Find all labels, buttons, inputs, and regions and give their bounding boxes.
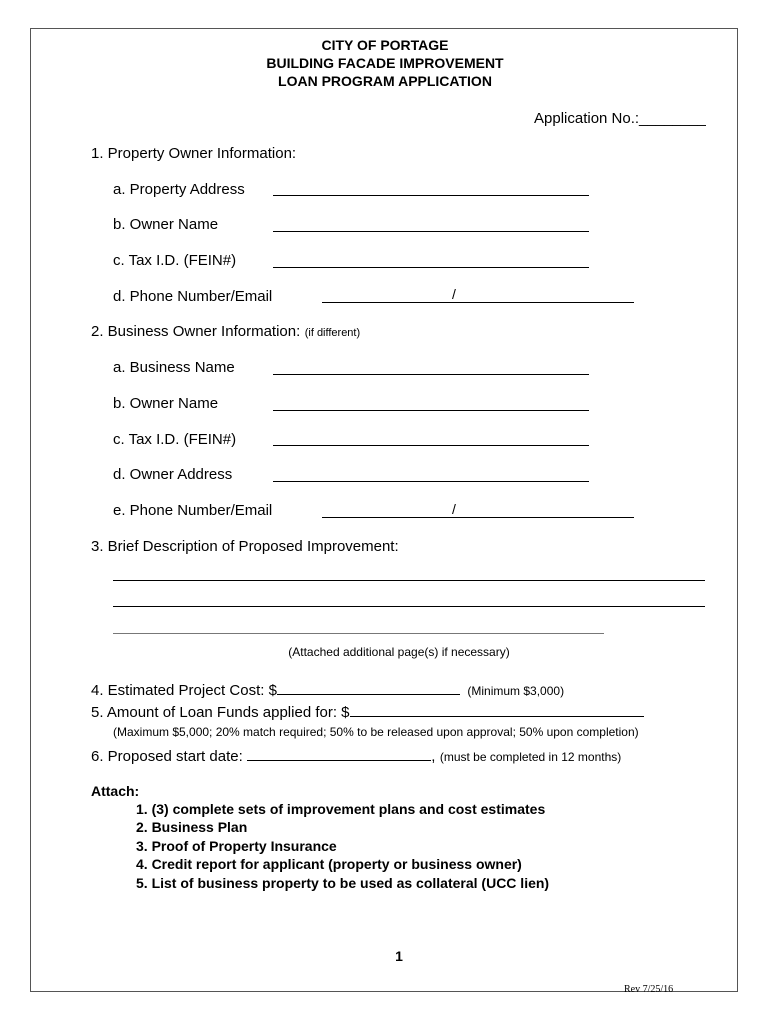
description-line-1[interactable] xyxy=(113,580,705,581)
business-phone-email-label: e. Phone Number/Email xyxy=(113,502,273,519)
section1-title: 1. Property Owner Information: xyxy=(91,145,297,162)
loan-amount-note: (Maximum $5,000; 20% match required; 50% to be released upon approval; 50% upon completion) xyxy=(113,725,639,739)
property-owner-name-label: b. Owner Name xyxy=(113,216,219,233)
property-phone-email-label: d. Phone Number/Email xyxy=(113,288,273,305)
loan-amount-field[interactable] xyxy=(350,702,644,717)
section3-title: 3. Brief Description of Proposed Improvement: xyxy=(91,538,399,555)
business-phone-email-slash: / xyxy=(452,501,456,517)
revision-date: Rev 7/25/16 xyxy=(624,984,674,995)
property-address-label: a. Property Address xyxy=(113,181,245,198)
business-tax-id-label: c. Tax I.D. (FEIN#) xyxy=(113,431,237,448)
loan-amount-label: 5. Amount of Loan Funds applied for: $ xyxy=(91,704,350,721)
section3-note: (Attached additional page(s) if necessary) xyxy=(288,645,510,659)
property-address-field[interactable] xyxy=(273,195,589,196)
property-tax-id-field[interactable] xyxy=(273,267,589,268)
section2-title: 2. Business Owner Information: xyxy=(91,323,301,340)
attach-item-5: 5. List of business property to be used as collateral (UCC lien) xyxy=(136,875,550,891)
header-title: LOAN PROGRAM APPLICATION xyxy=(278,73,492,89)
property-phone-email-field[interactable] xyxy=(322,302,634,303)
property-phone-email-slash: / xyxy=(452,286,456,302)
business-owner-address-field[interactable] xyxy=(273,481,589,482)
header-city: CITY OF PORTAGE xyxy=(321,37,449,53)
start-date-label: 6. Proposed start date: xyxy=(91,748,243,765)
section2-heading xyxy=(91,323,360,341)
business-tax-id-field[interactable] xyxy=(273,445,589,446)
section6-row xyxy=(91,746,621,766)
attach-item-4: 4. Credit report for applicant (property or business owner) xyxy=(136,856,522,872)
header-program: BUILDING FACADE IMPROVEMENT xyxy=(266,55,504,71)
attach-item-1: 1. (3) complete sets of improvement plans and cost estimates xyxy=(136,801,546,817)
property-tax-id-label: c. Tax I.D. (FEIN#) xyxy=(113,252,237,269)
start-date-field[interactable] xyxy=(247,746,431,761)
section4-row xyxy=(91,680,564,700)
business-owner-name-field[interactable] xyxy=(273,410,589,411)
start-date-comma: , xyxy=(431,748,436,765)
attach-item-3: 3. Proof of Property Insurance xyxy=(136,838,337,854)
application-number[interactable]: Application No.:________ xyxy=(534,110,706,127)
business-name-field[interactable] xyxy=(273,374,589,375)
estimated-cost-field[interactable] xyxy=(277,680,460,695)
business-owner-address-label: d. Owner Address xyxy=(113,466,233,483)
business-name-label: a. Business Name xyxy=(113,359,235,376)
business-phone-email-field[interactable] xyxy=(322,517,634,518)
start-date-note: (must be completed in 12 months) xyxy=(439,750,622,764)
attach-title: Attach: xyxy=(91,783,140,799)
property-owner-name-field[interactable] xyxy=(273,231,589,232)
attach-item-2: 2. Business Plan xyxy=(136,819,248,835)
page-number: 1 xyxy=(395,948,403,964)
section2-note: (if different) xyxy=(304,327,361,339)
estimated-cost-note: (Minimum $3,000) xyxy=(467,684,565,698)
description-line-2[interactable] xyxy=(113,606,705,607)
estimated-cost-label: 4. Estimated Project Cost: $ xyxy=(91,682,277,699)
description-line-3[interactable] xyxy=(113,633,604,634)
section5-row xyxy=(91,702,644,722)
business-owner-name-label: b. Owner Name xyxy=(113,395,219,412)
